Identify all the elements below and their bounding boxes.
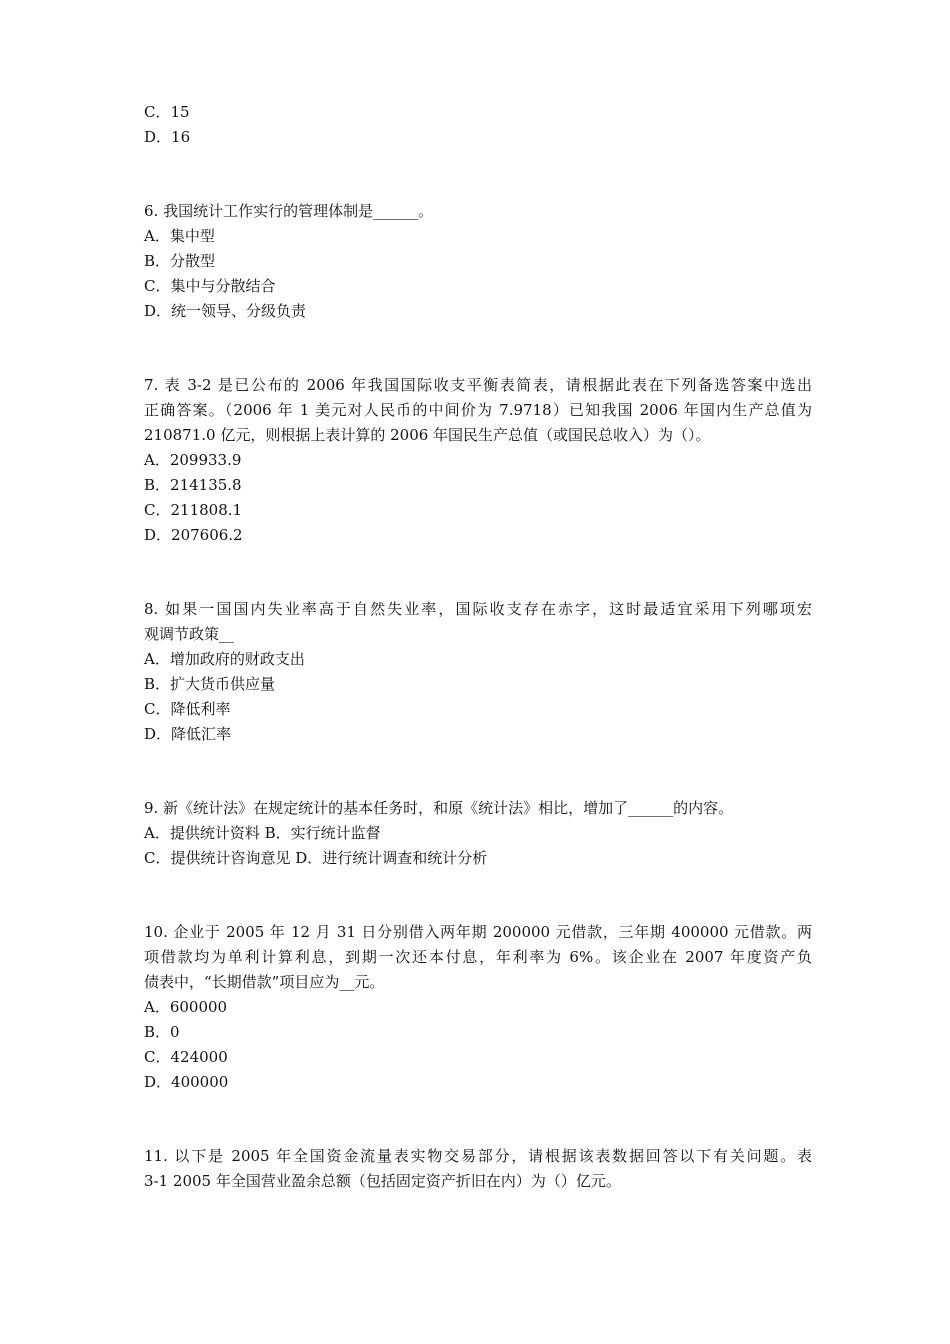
option-row: A．提供统计资料 B．实行统计监督 bbox=[144, 824, 381, 842]
question-text: 项借款均为单利计算利息，到期一次还本付息，年利率为 6%。该企业在 2007 年度资产负 bbox=[144, 948, 812, 966]
question-text: 正确答案。（2006 年 1 美元对人民币的中间价为 7.9718）已知我国 2006 年国内生产总值为 bbox=[144, 401, 812, 419]
question-6 bbox=[144, 199, 812, 324]
option-d: D．降低汇率 bbox=[144, 725, 232, 743]
option-row: C．提供统计咨询意见 D．进行统计调查和统计分析 bbox=[144, 849, 488, 867]
option-a: A．增加政府的财政支出 bbox=[144, 650, 305, 668]
option-a: A．600000 bbox=[144, 998, 228, 1016]
option-d: D．统一领导、分级负责 bbox=[144, 302, 307, 320]
option-c: C．集中与分散结合 bbox=[144, 277, 276, 295]
option-d: D．16 bbox=[144, 128, 191, 146]
question-9 bbox=[144, 796, 812, 871]
option-a: A．209933.9 bbox=[144, 451, 242, 469]
question-text: 6. 我国统计工作实行的管理体制是______。 bbox=[144, 202, 434, 220]
question-8 bbox=[144, 597, 812, 747]
option-a: A．集中型 bbox=[144, 227, 215, 245]
question-text: 3-1 2005 年全国营业盈余总额（包括固定资产折旧在内）为（）亿元。 bbox=[144, 1172, 621, 1190]
question-text: 观调节政策__ bbox=[144, 625, 235, 643]
document-page bbox=[144, 100, 812, 1194]
option-d: D．400000 bbox=[144, 1073, 229, 1091]
question-text: 9. 新《统计法》在规定统计的基本任务时，和原《统计法》相比，增加了______的内容。 bbox=[144, 799, 734, 817]
question-11 bbox=[144, 1144, 812, 1194]
option-c: C．15 bbox=[144, 103, 190, 121]
option-c: C．降低利率 bbox=[144, 700, 231, 718]
question-text: 11. 以下是 2005 年全国资金流量表实物交易部分，请根据该表数据回答以下有关问题。表 bbox=[144, 1147, 812, 1165]
option-b: B．0 bbox=[144, 1023, 180, 1041]
question-text: 8. 如果一国国内失业率高于自然失业率，国际收支存在赤字，这时最适宜采用下列哪项宏 bbox=[144, 600, 812, 618]
option-b: B．扩大货币供应量 bbox=[144, 675, 276, 693]
question-7 bbox=[144, 373, 812, 548]
question-10 bbox=[144, 920, 812, 1095]
previous-question-options bbox=[144, 100, 812, 150]
question-text: 210871.0 亿元，则根据上表计算的 2006 年国民生产总值（或国民总收入）为（）。 bbox=[144, 426, 711, 444]
option-d: D．207606.2 bbox=[144, 526, 243, 544]
question-text: 债表中，“长期借款”项目应为__元。 bbox=[144, 973, 385, 991]
option-b: B．分散型 bbox=[144, 252, 216, 270]
question-text: 7. 表 3-2 是已公布的 2006 年我国国际收支平衡表简表，请根据此表在下列备选答案中选出 bbox=[144, 376, 812, 394]
option-b: B．214135.8 bbox=[144, 476, 242, 494]
question-text: 10. 企业于 2005 年 12 月 31 日分别借入两年期 200000 元借款，三年期 400000 元借款。两 bbox=[144, 923, 812, 941]
option-c: C．424000 bbox=[144, 1048, 228, 1066]
option-c: C．211808.1 bbox=[144, 501, 243, 519]
